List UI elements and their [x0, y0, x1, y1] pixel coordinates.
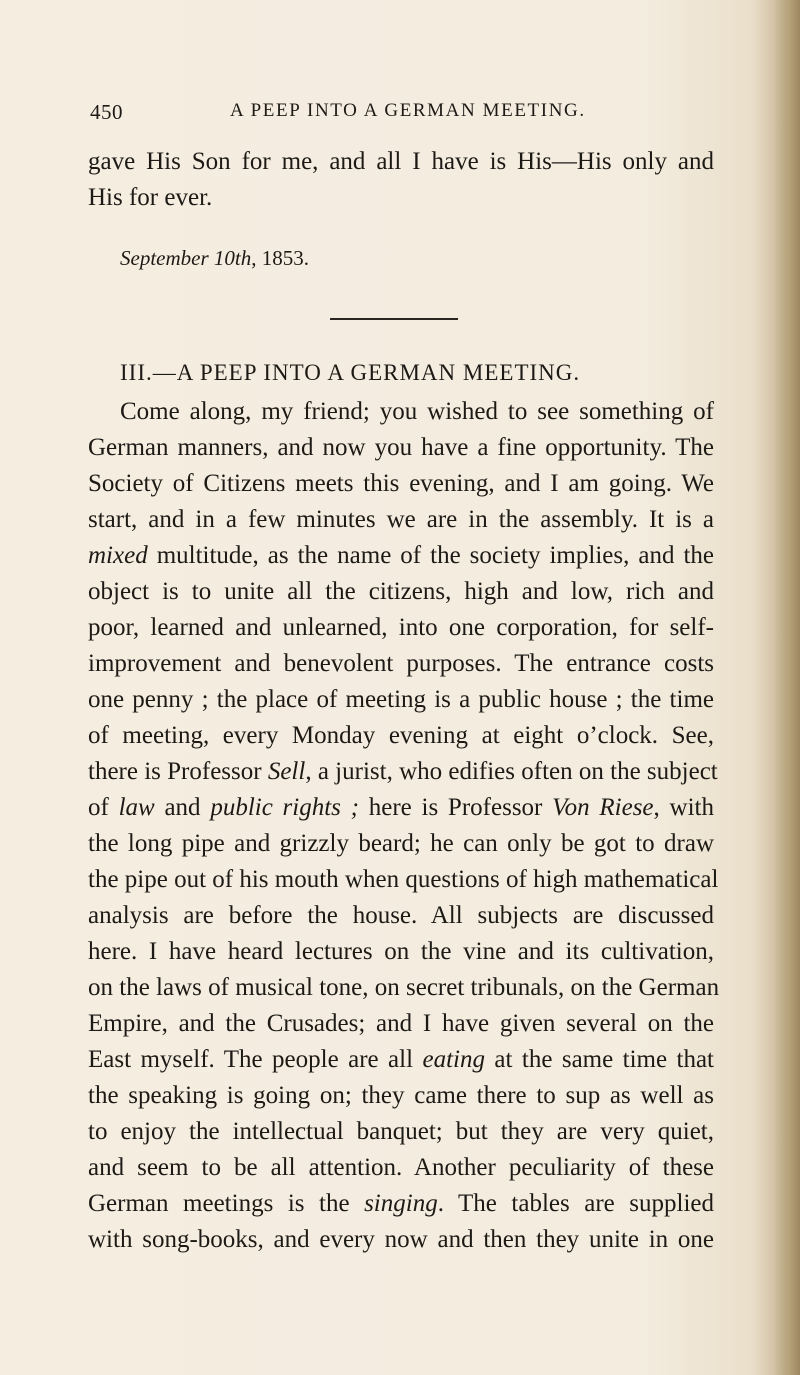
page-header	[90, 100, 700, 130]
page-edge-shadow	[774, 0, 800, 1375]
paragraph-line: here. I have heard lectures on the vine and its cultivation,	[88, 938, 714, 965]
continuation-line: His for ever.	[88, 184, 213, 211]
emphasis: singing	[364, 1190, 438, 1217]
paragraph-line: of law and public rights ; here is Professor Von Riese, with	[88, 794, 714, 821]
emphasis: law	[118, 794, 155, 821]
dateline-day: 10th	[213, 246, 252, 270]
emphasis: public rights ;	[210, 794, 359, 821]
paragraph-line: on the laws of musical tone, on secret tribunals, on the German	[88, 974, 720, 1001]
paragraph-line: analysis are before the house. All subjects are discussed	[88, 902, 714, 929]
paragraph-line: the long pipe and grizzly beard; he can only be got to draw	[88, 830, 714, 857]
section-heading: III.—A PEEP INTO A GERMAN MEETING.	[120, 360, 581, 385]
paragraph-line: one penny ; the place of meeting is a public house ; the time	[88, 686, 714, 713]
paragraph-line: and seem to be all attention. Another peculiarity of these	[88, 1154, 714, 1181]
paragraph-line: Society of Citizens meets this evening, and I am going. We	[88, 470, 714, 497]
emphasis: eating	[422, 1046, 485, 1073]
paragraph-line: start, and in a few minutes we are in the assembly. It is a	[88, 506, 714, 533]
emphasis: Von Riese	[552, 794, 654, 821]
dateline-year: , 1853.	[251, 246, 309, 270]
paragraph-line: improvement and benevolent purposes. The entrance costs	[88, 650, 714, 677]
paragraph-line: mixed multitude, as the name of the society implies, and the	[88, 542, 714, 569]
paragraph-line: there is Professor Sell, a jurist, who edifies often on the subject	[88, 758, 718, 785]
dateline	[120, 246, 309, 271]
paragraph-line: the pipe out of his mouth when questions of high mathematical	[88, 866, 719, 893]
paragraph-line: the speaking is going on; they came there to sup as well as	[88, 1082, 714, 1109]
paragraph-line: Come along, my friend; you wished to see something of	[120, 398, 714, 425]
page-number: 450	[90, 100, 123, 124]
paragraph-line: Empire, and the Crusades; and I have given several on the	[88, 1010, 714, 1037]
paragraph-line: object is to unite all the citizens, high and low, rich and	[88, 578, 714, 605]
section-divider-rule	[330, 318, 458, 320]
running-head: A PEEP INTO A GERMAN MEETING.	[230, 100, 586, 121]
continuation-line: gave His Son for me, and all I have is His—His only and	[88, 148, 714, 175]
paragraph-line: to enjoy the intellectual banquet; but they are very quiet,	[88, 1118, 714, 1145]
dateline-month: September	[120, 246, 209, 270]
paragraph-line: East myself. The people are all eating at the same time that	[88, 1046, 714, 1073]
paragraph-line: with song-books, and every now and then they unite in one	[88, 1226, 714, 1253]
paragraph-line: German meetings is the singing. The tables are supplied	[88, 1190, 714, 1217]
paragraph-line: of meeting, every Monday evening at eight o’clock. See,	[88, 722, 714, 749]
emphasis: Sell	[267, 758, 306, 785]
emphasis: mixed	[88, 542, 148, 569]
paragraph-line: German manners, and now you have a fine opportunity. The	[88, 434, 714, 461]
paragraph-line: poor, learned and unlearned, into one corporation, for self-	[88, 614, 714, 641]
